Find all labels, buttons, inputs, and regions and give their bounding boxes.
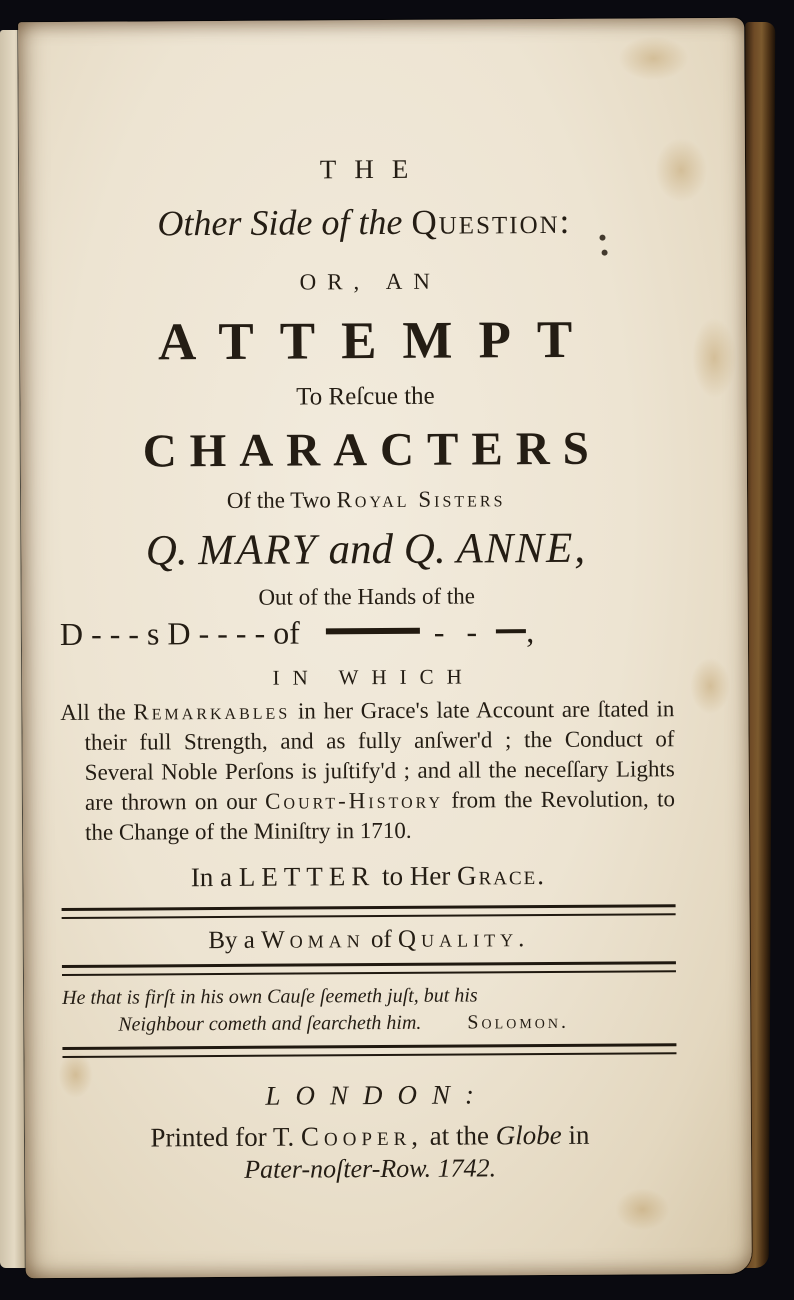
- foxing-stain: [690, 658, 730, 714]
- printed-end: in: [568, 1120, 590, 1151]
- queen-anne-name: ANNE,: [456, 524, 588, 573]
- foxing-stain: [615, 1188, 669, 1230]
- epigraph-line2-text: Neighbour cometh and ſearcheth him.: [118, 1012, 422, 1037]
- title-line-other-side: [57, 199, 671, 245]
- question-smallcaps-text: Question:: [411, 201, 572, 242]
- redacted-of: of: [273, 614, 300, 651]
- redacted-comma: ,: [526, 613, 535, 650]
- letter-word: LETTER: [238, 861, 376, 893]
- court-history-smallcaps: Court-History: [265, 787, 444, 814]
- characters-heading: CHARACTERS: [142, 422, 602, 478]
- double-rule: [62, 962, 676, 977]
- redacted-d2: D - - - -: [167, 614, 266, 652]
- redacted-d1: D - - - s: [59, 615, 160, 652]
- remarkables-smallcaps: Remarkables: [133, 698, 291, 725]
- to-rescue-line: To Reſcue the: [296, 382, 435, 411]
- epigraph-quote: [62, 982, 676, 1040]
- epigraph-line1: He that is firſt in his own Cauſe ſeemeth juſt, but his: [62, 984, 478, 1010]
- q-abbrev: Q.: [145, 527, 188, 575]
- printed-pre: Printed for T.: [150, 1122, 295, 1153]
- royal-sisters-line: [59, 485, 673, 515]
- double-rule: [62, 1044, 676, 1059]
- in-which-heading: IN WHICH: [272, 664, 475, 690]
- q-abbrev: Q.: [403, 525, 446, 573]
- globe-italic: Globe: [495, 1120, 562, 1151]
- solomon-attribution: Solomon.: [467, 1011, 570, 1034]
- title-page: [18, 18, 752, 1278]
- byline: [62, 925, 676, 957]
- byline-pre: By a: [208, 927, 255, 955]
- double-rule: [62, 905, 676, 920]
- royal-sisters-smallcaps: Royal Sisters: [336, 486, 506, 513]
- out-of-hands-line: Out of the Hands of the: [258, 583, 476, 610]
- grace-smallcaps: Grace.: [456, 860, 547, 892]
- other-side-italic-text: Other Side of the: [157, 201, 403, 244]
- paternoster-row-line: Pater-noſter-Row. 1742.: [244, 1153, 497, 1185]
- quality-smallcaps: Quality.: [397, 925, 530, 954]
- redacted-tail-dashes: - -: [433, 613, 485, 650]
- printed-mid: at the: [429, 1120, 490, 1152]
- cooper-smallcaps: Cooper,: [300, 1121, 424, 1152]
- censor-rule-short: [496, 629, 526, 633]
- para-seg3: from the Revolution, to the Change of the Miniſtry in 1710.: [85, 785, 676, 845]
- censor-rule-long: [326, 628, 420, 635]
- or-an-line: OR, AN: [299, 268, 442, 295]
- attempt-heading: ATTEMPT: [157, 310, 599, 372]
- byline-of: of: [370, 926, 392, 954]
- queen-mary-name: MARY: [198, 526, 318, 575]
- title-word-the: THE: [319, 153, 427, 185]
- epigraph-line2: [118, 1009, 676, 1039]
- woman-smallcaps: Woman: [260, 926, 365, 955]
- letter-to-grace-line: [61, 860, 675, 895]
- of-the-two-text: Of the Two: [226, 487, 331, 513]
- summary-paragraph: [60, 694, 675, 847]
- queens-line: [59, 523, 673, 576]
- para-seg1: All the: [60, 699, 134, 725]
- and-text: and: [328, 525, 394, 574]
- london-line: LONDON:: [265, 1079, 490, 1112]
- para-seg2: in her Grace's late Account are ſtated in their full Strength, and as fully anſwer'd ; the Conduct of Several Noble Perſons is juſtify'd ; and all the neceſſary Lights are thrown on our: [84, 696, 675, 815]
- printer-line: [63, 1120, 677, 1155]
- letter-pre: In a: [190, 862, 233, 893]
- letter-mid: to Her: [381, 861, 451, 892]
- title-page-content: [56, 18, 677, 1186]
- redacted-names-line: [60, 612, 674, 653]
- foxing-stain: [692, 318, 736, 398]
